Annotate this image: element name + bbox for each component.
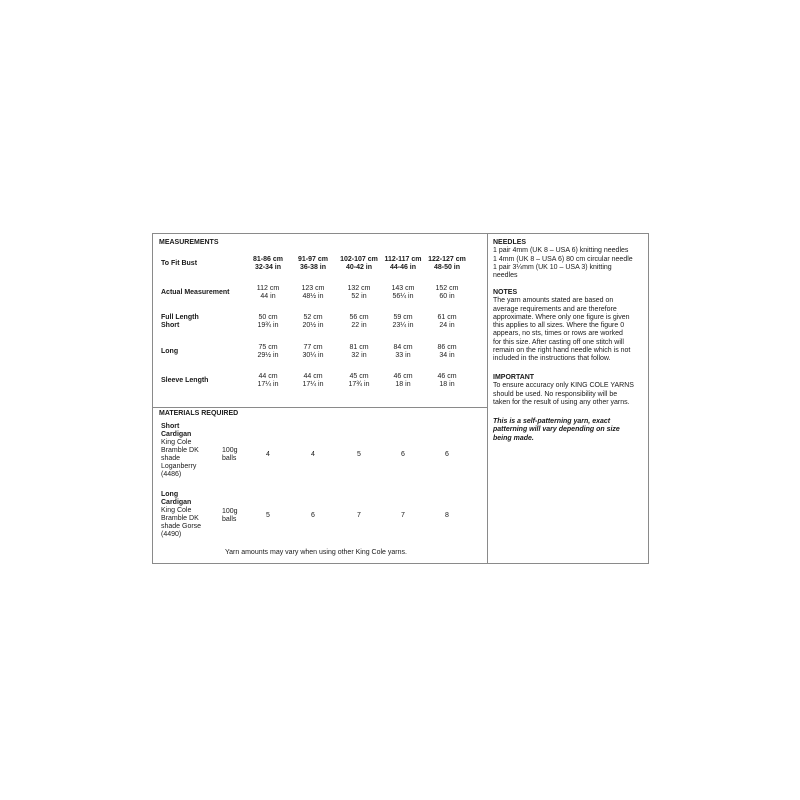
to-fit-bust-label: To Fit Bust: [161, 260, 198, 267]
short-qty-1: 4: [266, 451, 270, 458]
long-4: 84 cm 33 in: [393, 344, 413, 359]
sleeve-4: 46 cm 18 in: [393, 373, 413, 388]
short-qty-2: 4: [311, 451, 315, 458]
short-qty-5: 6: [445, 451, 449, 458]
size-2: 91-97 cm 36-38 in: [298, 256, 328, 271]
sleeve-1: 44 cm 17¼ in: [257, 373, 279, 388]
long-1: 75 cm 29½ in: [257, 344, 279, 359]
actual-2: 123 cm 48½ in: [301, 285, 325, 300]
size-3: 102-107 cm 40-42 in: [340, 256, 378, 271]
actual-1: 112 cm 44 in: [256, 285, 280, 300]
short-2: 52 cm 20½ in: [302, 314, 324, 329]
long-unit: 100g balls: [222, 508, 238, 523]
long-cardigan-desc: Long Cardigan King Cole Bramble DK shade Gorse (4490): [161, 491, 202, 538]
measurements-heading: MEASUREMENTS: [159, 239, 219, 246]
long-qty-5: 8: [445, 512, 449, 519]
pattern-info-sheet: [152, 233, 649, 564]
long-qty-4: 7: [401, 512, 405, 519]
notes-section: NOTES The yarn amounts stated are based on average requirements and are therefore approximate. Where only one figure is given this applies to all sizes. Where the figure 0 appears, no sts, times or rows are worked for this size. After casting off one stitch will remain on the right hand needle which is not included in the instructions that follow.: [493, 289, 631, 363]
sleeve-3: 45 cm 17¾ in: [348, 373, 370, 388]
short-5: 61 cm 24 in: [437, 314, 457, 329]
yarn-amounts-note: Yarn amounts may vary when using other King Cole yarns.: [225, 549, 407, 556]
full-length-label: Full Length Short: [161, 314, 199, 329]
column-divider: [487, 234, 488, 563]
short-4: 59 cm 23¼ in: [392, 314, 414, 329]
sleeve-2: 44 cm 17¼ in: [302, 373, 324, 388]
long-qty-2: 6: [311, 512, 315, 519]
sleeve-length-label: Sleeve Length: [161, 377, 209, 384]
short-3: 56 cm 22 in: [349, 314, 369, 329]
long-2: 77 cm 30¼ in: [302, 344, 324, 359]
actual-4: 143 cm 56¼ in: [391, 285, 415, 300]
long-qty-1: 5: [266, 512, 270, 519]
actual-measurement-label: Actual Measurement: [161, 289, 230, 296]
self-patterning-note: This is a self-patterning yarn, exact patterning will vary depending on size being made.: [493, 418, 620, 442]
long-label: Long: [161, 348, 179, 355]
important-section: IMPORTANT To ensure accuracy only KING COLE YARNS should be used. No responsibility will be taken for the result of using any other yarns.: [493, 374, 634, 406]
size-5: 122-127 cm 48-50 in: [428, 256, 466, 271]
short-unit: 100g balls: [222, 447, 238, 462]
short-1: 50 cm 19¾ in: [257, 314, 279, 329]
short-qty-4: 6: [401, 451, 405, 458]
sleeve-5: 46 cm 18 in: [437, 373, 457, 388]
long-3: 81 cm 32 in: [349, 344, 369, 359]
long-5: 86 cm 34 in: [437, 344, 457, 359]
actual-5: 152 cm 60 in: [435, 285, 459, 300]
short-qty-3: 5: [357, 451, 361, 458]
size-4: 112-117 cm 44-46 in: [384, 256, 422, 271]
actual-3: 132 cm 52 in: [347, 285, 371, 300]
needles-section: NEEDLES 1 pair 4mm (UK 8 – USA 6) knitting needles 1 4mm (UK 8 – USA 6) 80 cm circular needle 1 pair 3¼mm (UK 10 – USA 3) knitting needles: [493, 239, 633, 280]
short-cardigan-desc: Short Cardigan King Cole Bramble DK shade Loganberry (4486): [161, 423, 199, 478]
section-divider: [153, 407, 488, 408]
size-1: 81-86 cm 32-34 in: [253, 256, 283, 271]
long-qty-3: 7: [357, 512, 361, 519]
materials-heading: MATERIALS REQUIRED: [159, 410, 239, 417]
